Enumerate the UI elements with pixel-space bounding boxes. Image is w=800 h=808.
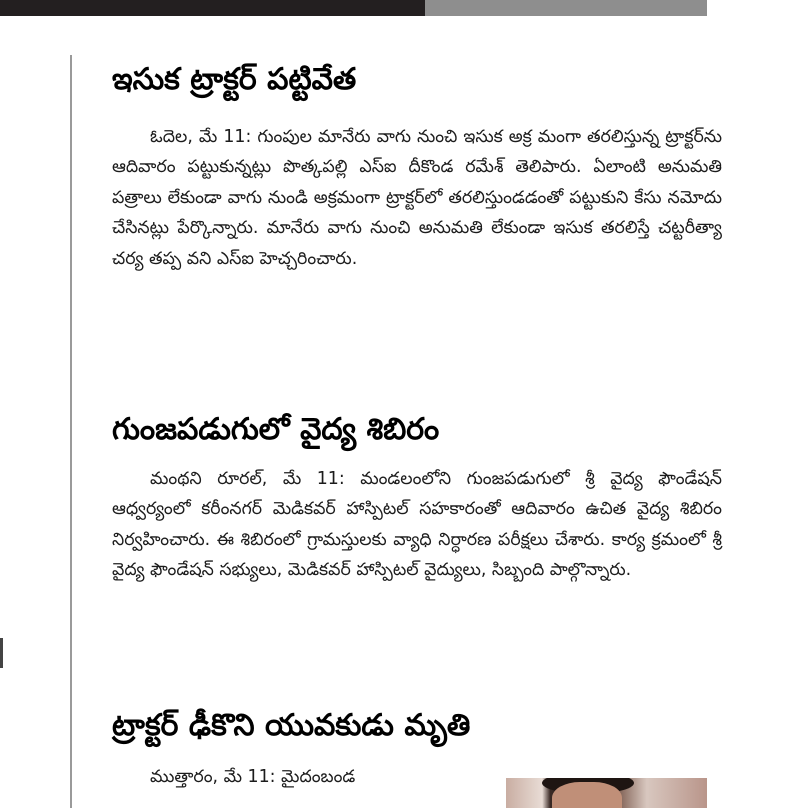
column-divider — [70, 55, 72, 808]
masthead-grey-bar — [425, 0, 707, 16]
masthead-dark-bar — [0, 0, 425, 16]
photo-face-shape — [552, 782, 622, 808]
article-headline: గుంజపడుగులో వైద్య శిబిరం — [112, 412, 440, 447]
article-body: మంథని రూరల్, మే 11: మండలంలోని గుంజపడుగులో శ్రీ వైద్య ఫౌండేషన్ ఆధ్వర్యంలో కరీంనగర్ మెడికవర్ హాస్పిటల్ సహకారంతో ఆదివారం ఉచిత వైద్య శిబిరం నిర్వహించారు. ఈ శిబిరంలో గ్రామస్తులకు వ్యాధి నిర్ధారణ పరీక్షలు చేశారు. కార్య క్రమంలో శ్రీ వైద్య ఫౌండేషన్ సభ్యులు, మెడికవర్ హాస్పిటల్ వైద్యులు, సిబ్బంది పాల్గొన్నారు. — [112, 469, 722, 581]
article-headline: ట్రాక్టర్ ఢీకొని యువకుడు మృతి — [112, 708, 471, 743]
article-body: ముత్తారం, మే 11: మైదంబండ — [150, 767, 356, 787]
article-headline: ఇసుక ట్రాక్టర్ పట్టివేత — [112, 62, 357, 97]
article-medical-camp — [112, 412, 722, 586]
article-body: ఓదెల, మే 11: గుంపుల మానేరు వాగు నుంచి ఇసుక అక్ర మంగా తరలిస్తున్న ట్రాక్టర్‌ను ఆదివారం పట్టుకున్నట్లు పొత్కపల్లి ఎస్‌ఐ దీకొండ రమేశ్ తెలిపారు. ఏలాంటి అనుమతి పత్రాలు లేకుండా వాగు నుండి అక్రమంగా ట్రాక్టర్‌లో తరలిస్తుండడంతో పట్టుకుని కేసు నమోదు చేసినట్లు పేర్కొన్నారు. మానేరు వాగు నుంచి అనుమతి లేకుండా ఇసుక తరలిస్తే చట్టరీత్యా చర్య తప్ప వని ఎస్‌ఐ హెచ్చరించారు. — [112, 127, 722, 269]
article-sand-tractor-seized — [112, 62, 722, 274]
adjacent-column-fragment — [0, 638, 3, 668]
victim-photo — [506, 778, 707, 808]
